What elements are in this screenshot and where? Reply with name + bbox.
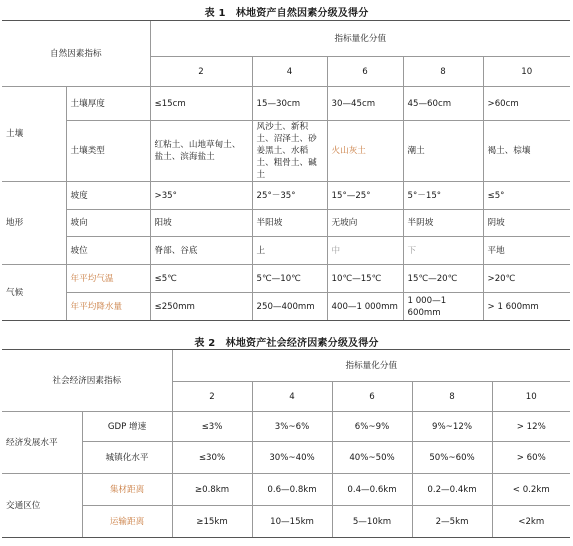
score-value: 4 xyxy=(252,382,332,412)
table-row xyxy=(2,506,570,538)
group-name: 交通区位 xyxy=(2,474,82,538)
table-cell: ≤250mm xyxy=(150,293,252,321)
table-cell: 半阴坡 xyxy=(403,210,483,237)
table-header-row xyxy=(2,350,570,382)
table-cell: 50%~60% xyxy=(412,442,492,474)
table-cell: 1 000—1 600mm xyxy=(403,293,483,321)
table-cell: 15—30cm xyxy=(252,87,327,121)
indicator-name: 年平均降水量 xyxy=(66,293,150,321)
factor-header: 社会经济因素指标 xyxy=(2,350,172,412)
table-row xyxy=(2,210,570,237)
table-cell: 10—15km xyxy=(252,506,332,538)
table-cell: 15℃—20℃ xyxy=(403,265,483,293)
table-cell: 潮土 xyxy=(403,121,483,182)
factor-header: 自然因素指标 xyxy=(2,21,150,87)
score-value: 8 xyxy=(412,382,492,412)
table-cell: 阳坡 xyxy=(150,210,252,237)
table-cell: >35° xyxy=(150,182,252,210)
table-row xyxy=(2,412,570,442)
table1-caption: 表 1 林地资产自然因素分级及得分 xyxy=(204,8,369,19)
group-name: 经济发展水平 xyxy=(2,412,82,474)
indicator-name: 年平均气温 xyxy=(66,265,150,293)
group-name: 土壤 xyxy=(2,87,66,182)
table-cell: 上 xyxy=(252,237,327,265)
table-cell: ≥0.8km xyxy=(172,474,252,506)
table-cell: >60cm xyxy=(483,87,570,121)
table-cell: 250—400mm xyxy=(252,293,327,321)
table-cell: ≤5℃ xyxy=(150,265,252,293)
table-cell: 火山灰土 xyxy=(327,121,403,182)
table-row xyxy=(2,87,570,121)
group-name: 气候 xyxy=(2,265,66,321)
table-cell: 脊部、谷底 xyxy=(150,237,252,265)
table-row xyxy=(2,121,570,182)
table-cell: 5℃—10℃ xyxy=(252,265,327,293)
table-cell: 6%~9% xyxy=(332,412,412,442)
table-cell: ≥15km xyxy=(172,506,252,538)
indicator-name: 土壤厚度 xyxy=(66,87,150,121)
score-value: 8 xyxy=(403,57,483,87)
indicator-name: 集材距离 xyxy=(82,474,172,506)
table-cell: 中 xyxy=(327,237,403,265)
table-row xyxy=(2,265,570,293)
table-cell: 半阳坡 xyxy=(252,210,327,237)
table-cell: 平地 xyxy=(483,237,570,265)
indicator-name: 运输距离 xyxy=(82,506,172,538)
table-cell: > 60% xyxy=(492,442,570,474)
table-cell: 40%~50% xyxy=(332,442,412,474)
table-cell: 30%~40% xyxy=(252,442,332,474)
table-cell: 3%~6% xyxy=(252,412,332,442)
table-row xyxy=(2,442,570,474)
table-cell: 25°－35° xyxy=(252,182,327,210)
score-value: 6 xyxy=(332,382,412,412)
table-row xyxy=(2,293,570,321)
table-cell: 0.2—0.4km xyxy=(412,474,492,506)
table-row xyxy=(2,474,570,506)
indicator-name: 坡向 xyxy=(66,210,150,237)
table-cell: ≤15cm xyxy=(150,87,252,121)
table-cell: 风沙土、新积土、沼泽土、砂姜黑土、水稻土、粗骨土、碱土 xyxy=(252,121,327,182)
score-value: 10 xyxy=(492,382,570,412)
score-header: 指标量化分值 xyxy=(150,21,570,57)
table-cell: < 0.2km xyxy=(492,474,570,506)
table-cell: 45—60cm xyxy=(403,87,483,121)
table-cell: 30—45cm xyxy=(327,87,403,121)
table-cell: 0.4—0.6km xyxy=(332,474,412,506)
score-value: 10 xyxy=(483,57,570,87)
table-cell: 9%~12% xyxy=(412,412,492,442)
table-cell: 无坡向 xyxy=(327,210,403,237)
table-cell: 400—1 000mm xyxy=(327,293,403,321)
score-value: 2 xyxy=(150,57,252,87)
score-value: 6 xyxy=(327,57,403,87)
table-cell: 15°—25° xyxy=(327,182,403,210)
natural-factors-table xyxy=(2,20,570,321)
table-cell: 红粘土、山地草甸土、盐土、滨海盐土 xyxy=(150,121,252,182)
score-value: 2 xyxy=(172,382,252,412)
table-cell: ≤5° xyxy=(483,182,570,210)
table-cell: >20℃ xyxy=(483,265,570,293)
group-name: 地形 xyxy=(2,182,66,265)
indicator-name: 城镇化水平 xyxy=(82,442,172,474)
table-cell: 2—5km xyxy=(412,506,492,538)
table2-caption: 表 2 林地资产社会经济因素分级及得分 xyxy=(194,338,379,349)
table-cell: 10℃—15℃ xyxy=(327,265,403,293)
indicator-name: 坡位 xyxy=(66,237,150,265)
table-row xyxy=(2,182,570,210)
table-cell: ≤3% xyxy=(172,412,252,442)
table-header-row xyxy=(2,21,570,57)
table-cell: <2km xyxy=(492,506,570,538)
table-cell: > 1 600mm xyxy=(483,293,570,321)
indicator-name: 土壤类型 xyxy=(66,121,150,182)
table-cell: 阴坡 xyxy=(483,210,570,237)
score-header: 指标量化分值 xyxy=(172,350,570,382)
indicator-name: 坡度 xyxy=(66,182,150,210)
table-cell: > 12% xyxy=(492,412,570,442)
table-cell: 5°－15° xyxy=(403,182,483,210)
table-cell: ≤30% xyxy=(172,442,252,474)
table-cell: 褐土、棕壤 xyxy=(483,121,570,182)
table-cell: 5—10km xyxy=(332,506,412,538)
table-cell: 0.6—0.8km xyxy=(252,474,332,506)
indicator-name: GDP 增速 xyxy=(82,412,172,442)
score-value: 4 xyxy=(252,57,327,87)
table-row xyxy=(2,237,570,265)
socioeconomic-factors-table xyxy=(2,349,570,538)
table-cell: 下 xyxy=(403,237,483,265)
